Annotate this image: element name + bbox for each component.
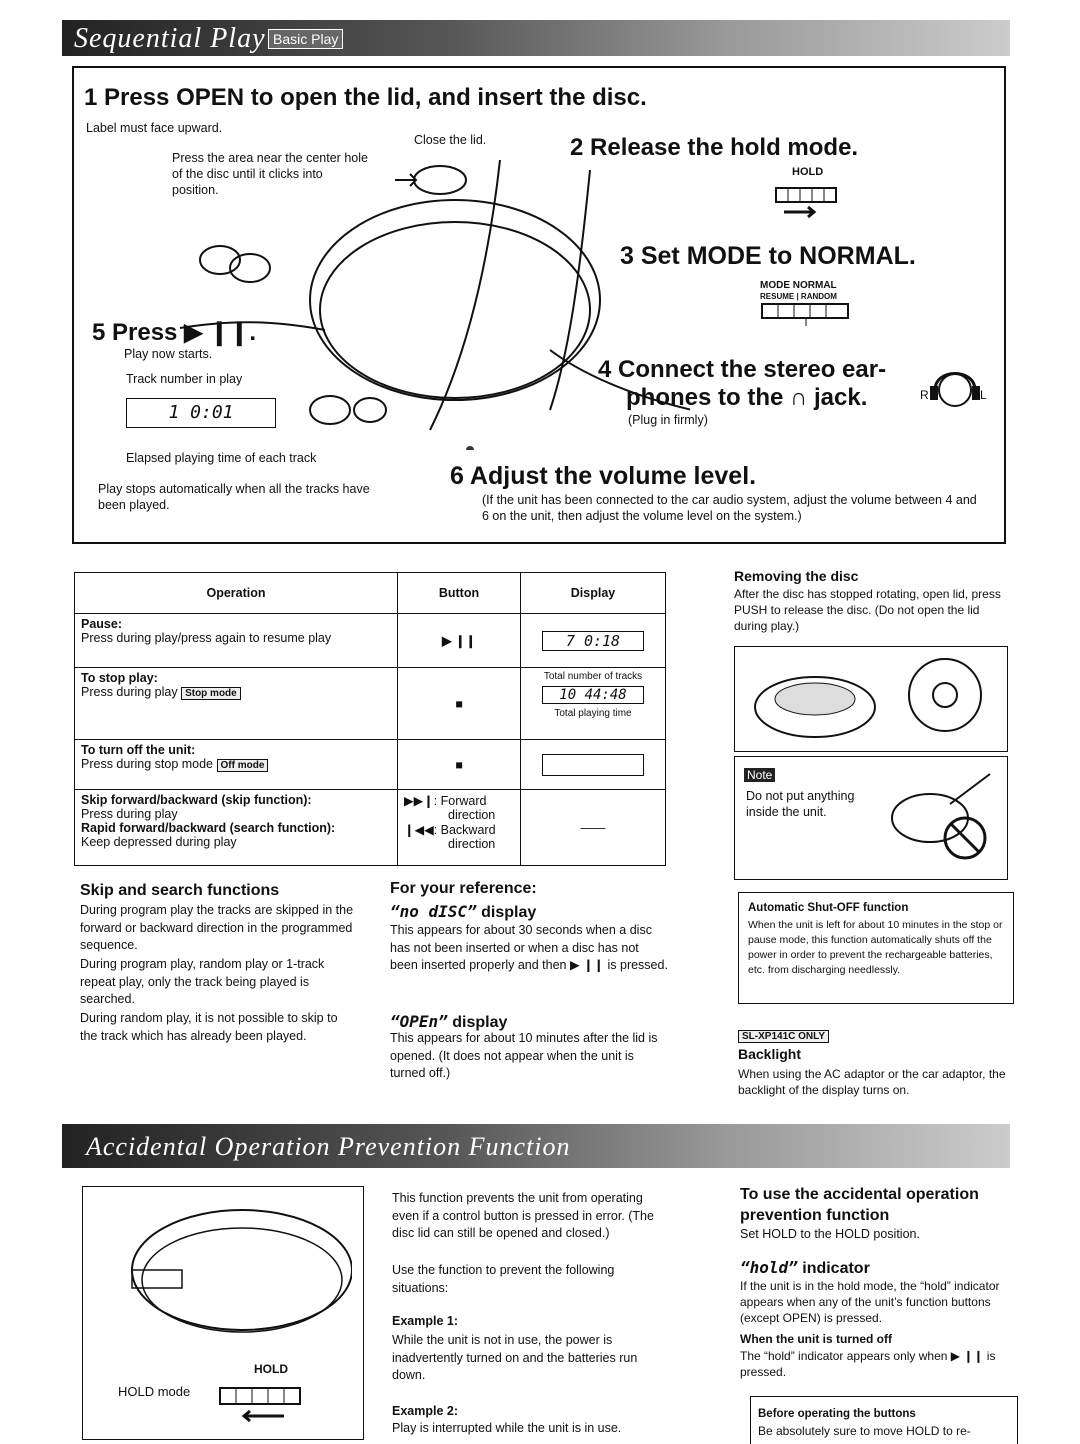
model-tag: SL-XP141C ONLY	[738, 1030, 829, 1043]
track-number-label: Track number in play	[126, 372, 243, 386]
note-text: Do not put anything inside the unit.	[746, 789, 855, 819]
pause-button: ▶ ❙❙	[398, 614, 521, 668]
off-lcd	[542, 754, 644, 776]
col-button: Button	[398, 573, 521, 614]
hold-img-hold-label: HOLD	[254, 1362, 288, 1376]
step2-title: 2 Release the hold mode.	[570, 134, 859, 161]
step4-title-b: phones to the ∩ jack.	[626, 384, 868, 411]
nodisc-label: display	[476, 904, 537, 921]
banner-title: Sequential Play	[74, 23, 266, 54]
no-objects-icon	[880, 768, 1000, 868]
skip-bullet-1: During program play the tracks are skipped in the forward or backward direction in the programmed sequence.	[80, 903, 354, 952]
removing-title: Removing the disc	[734, 568, 859, 584]
backlight-title: Backlight	[738, 1046, 802, 1062]
off-mode-tag: Off mode	[217, 759, 269, 772]
backlight-text: When using the AC adaptor or the car adaptor, the backlight of the display turns on.	[738, 1067, 1006, 1097]
removing-text: After the disc has stopped rotating, open lid, press PUSH to release the disc. (Do not open the lid during play.)	[734, 587, 1001, 633]
mode-options: RESUME | RANDOM	[760, 292, 837, 301]
off-desc: Press during stop mode	[81, 757, 214, 771]
table-row	[75, 614, 666, 668]
skip-display: ——	[521, 790, 666, 866]
off-button: ■	[398, 740, 521, 790]
cd-player-hold-illustration	[92, 1200, 352, 1350]
prevent-p1: This function prevents the unit from operating even if a control button is pressed in error. (The disc lid can still be opened and closed.)	[392, 1191, 654, 1240]
hold-mode-label: HOLD mode	[118, 1384, 191, 1399]
section-banner-accidental	[62, 1124, 1010, 1168]
unit-off-title: When the unit is turned off	[740, 1332, 892, 1346]
before-text: Be absolutely sure to move HOLD to re-	[758, 1424, 971, 1438]
nodisc-text: This appears for about 30 seconds when a disc has not been inserted or when a disc has not been inserted properly and then ▶ ❙❙ is pressed.	[390, 923, 668, 972]
auto-off-text: When the unit is left for about 10 minutes in the stop or pause mode, this function automatically shuts off the power in order to prevent the rechargeable batteries, etc. from discharging needlessly.	[748, 919, 1003, 976]
play-display: 1 0:01	[126, 398, 276, 428]
section-banner-sequential-play	[62, 20, 1010, 56]
example2-text: Play is interrupted while the unit is in use.	[392, 1421, 622, 1435]
hold-indicator-text: If the unit is in the hold mode, the “hold” indicator appears when any of the unit’s function buttons (except OPEN) is pressed.	[740, 1279, 1000, 1325]
pause-lcd: 7 0:18	[542, 631, 644, 651]
auto-stop-note: Play stops automatically when all the tracks have been played.	[98, 482, 370, 512]
plug-note: (Plug in firmly)	[628, 413, 708, 427]
step5-title: 5 Press ▶ ❙❙.	[92, 319, 257, 346]
play-starts: Play now starts.	[124, 347, 213, 361]
volume-note: (If the unit has been connected to the car audio system, adjust the volume between 4 and 6 on the unit, then adjust the volume level on the system.)	[482, 493, 977, 523]
example2-title: Example 2:	[392, 1404, 459, 1418]
mode-label: MODE NORMAL	[760, 280, 837, 291]
banner-subtitle: Basic Play	[268, 29, 343, 49]
note-tag: Note	[744, 768, 775, 782]
close-lid-note: Close the lid.	[414, 133, 487, 147]
skip-title: Skip forward/backward (skip function):	[81, 793, 312, 807]
rapid-title: Rapid forward/backward (search function):	[81, 821, 336, 835]
mode-switch-icon	[760, 302, 860, 326]
step3-title: 3 Set MODE to NORMAL.	[620, 242, 916, 270]
stop-button: ■	[398, 668, 521, 740]
step6-title: 6 Adjust the volume level.	[450, 462, 757, 490]
table-row	[75, 668, 666, 740]
skip-desc: Press during play	[81, 807, 178, 821]
unit-off-text: The “hold” indicator appears only when ▶ ❙❙ is pressed.	[740, 1349, 996, 1379]
prevent-p2: Use the function to prevent the following situations:	[392, 1263, 615, 1295]
stop-lcd: 10 44:48	[542, 686, 644, 704]
operations-table	[74, 572, 666, 866]
elapsed-label: Elapsed playing time of each track	[126, 451, 317, 465]
total-time-label: Total playing time	[554, 708, 632, 719]
forward-direction: direction	[448, 808, 496, 822]
table-row	[75, 790, 666, 866]
left-ear-label: L	[980, 388, 987, 402]
pause-desc: Press during play/press again to resume play	[81, 631, 332, 645]
reference-title: For your reference:	[390, 880, 537, 897]
hold-switch-large-icon	[214, 1376, 314, 1426]
hold-seg: “hold”	[740, 1258, 798, 1277]
stop-title: To stop play:	[81, 671, 158, 685]
hold-switch-icon	[774, 180, 844, 220]
press-note: Press the area near the center hole of the disc until it clicks into position.	[172, 151, 368, 197]
backward-direction: direction	[448, 837, 496, 851]
hold-switch-label: HOLD	[792, 166, 824, 178]
banner2-title: Accidental Operation Prevention Function	[86, 1132, 571, 1161]
skip-search-title: Skip and search functions	[80, 882, 280, 899]
stop-desc: Press during play	[81, 685, 178, 699]
open-label: display	[447, 1014, 508, 1031]
right-ear-label: R	[920, 388, 929, 402]
nodisc-seg: “no dISC”	[390, 902, 477, 921]
col-display: Display	[521, 573, 666, 614]
col-operation: Operation	[75, 573, 398, 614]
step1-title: 1 Press OPEN to open the lid, and insert the disc.	[84, 84, 647, 111]
before-title: Before operating the buttons	[758, 1408, 916, 1420]
use-text: Set HOLD to the HOLD position.	[740, 1227, 920, 1241]
example1-title: Example 1:	[392, 1314, 459, 1328]
skip-bullet-2: During program play, random play or 1-track repeat play, only the track being played is searched.	[80, 957, 325, 1006]
open-text: This appears for about 10 minutes after the lid is opened. (It does not appear when the unit is turned off.)	[390, 1031, 658, 1080]
rapid-desc: Keep depressed during play	[81, 835, 237, 849]
example1-text: While the unit is not in use, the power is inadvertently turned on and the batteries run down.	[392, 1333, 638, 1382]
backward-label: ❙◀◀: Backward	[404, 823, 496, 837]
forward-label: ▶▶❙: Forward	[404, 794, 487, 808]
skip-bullet-3: During random play, it is not possible to skip to the track which has already been played.	[80, 1011, 338, 1043]
removing-disc-illustration	[734, 646, 1008, 752]
total-tracks-label: Total number of tracks	[543, 671, 643, 682]
step4-title-a: 4 Connect the stereo ear-	[598, 356, 887, 383]
hold-indicator-label: indicator	[797, 1260, 870, 1277]
open-seg: “OPEn”	[390, 1012, 448, 1031]
label-note: Label must face upward.	[86, 121, 223, 135]
stop-mode-tag: Stop mode	[181, 687, 241, 700]
hold-indicator-heading	[740, 1258, 870, 1278]
use-title: To use the accidental operation prevention function	[740, 1186, 979, 1224]
off-title: To turn off the unit:	[81, 743, 196, 757]
pause-title: Pause:	[81, 617, 122, 631]
auto-off-title: Automatic Shut-OFF function	[748, 902, 909, 914]
open-heading	[390, 1012, 507, 1032]
nodisc-heading	[390, 902, 536, 922]
table-row	[75, 740, 666, 790]
